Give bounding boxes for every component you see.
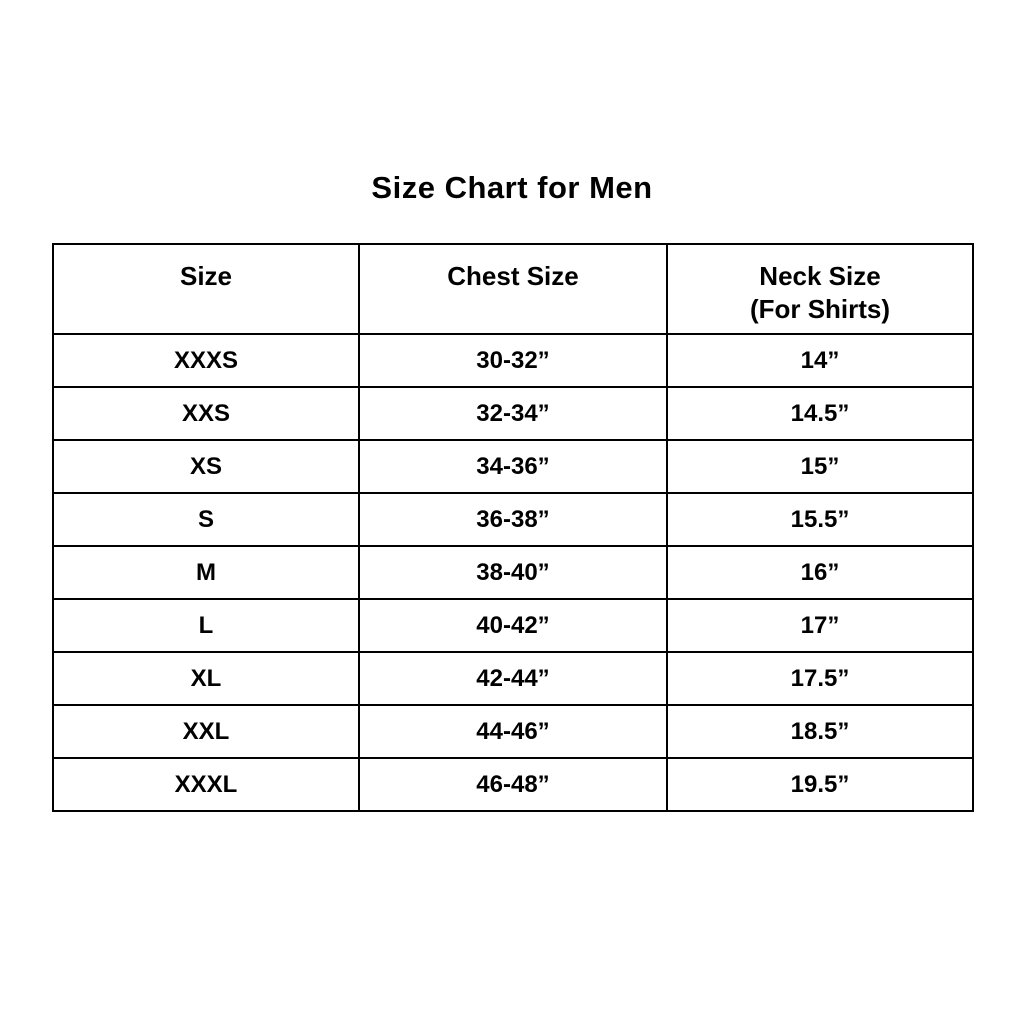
table-row	[53, 758, 973, 811]
cell-chest: 32-34”	[359, 387, 667, 440]
cell-neck: 15.5”	[667, 493, 973, 546]
table-row	[53, 387, 973, 440]
cell-size: XXXL	[53, 758, 359, 811]
cell-size: XXS	[53, 387, 359, 440]
header-neck-line1: Neck Size	[759, 261, 881, 291]
table-row	[53, 493, 973, 546]
cell-chest: 36-38”	[359, 493, 667, 546]
cell-size: XL	[53, 652, 359, 705]
cell-size: XXXS	[53, 334, 359, 387]
cell-neck: 16”	[667, 546, 973, 599]
header-neck-line2: (For Shirts)	[749, 294, 891, 324]
table-row	[53, 546, 973, 599]
cell-neck: 14”	[667, 334, 973, 387]
cell-size: S	[53, 493, 359, 546]
cell-neck: 17”	[667, 599, 973, 652]
cell-size: L	[53, 599, 359, 652]
cell-chest: 42-44”	[359, 652, 667, 705]
cell-size: XXL	[53, 705, 359, 758]
cell-chest: 46-48”	[359, 758, 667, 811]
cell-chest: 40-42”	[359, 599, 667, 652]
cell-neck: 18.5”	[667, 705, 973, 758]
cell-neck: 17.5”	[667, 652, 973, 705]
cell-chest: 38-40”	[359, 546, 667, 599]
header-cell-size: Size	[53, 244, 359, 334]
header-cell-neck	[667, 244, 973, 334]
cell-neck: 19.5”	[667, 758, 973, 811]
cell-chest: 44-46”	[359, 705, 667, 758]
cell-chest: 34-36”	[359, 440, 667, 493]
cell-neck: 15”	[667, 440, 973, 493]
table-row	[53, 652, 973, 705]
cell-chest: 30-32”	[359, 334, 667, 387]
cell-size: XS	[53, 440, 359, 493]
cell-size: M	[53, 546, 359, 599]
table-row	[53, 705, 973, 758]
page-title: Size Chart for Men	[371, 170, 653, 205]
table-row	[53, 440, 973, 493]
size-table	[52, 243, 974, 812]
cell-neck: 14.5”	[667, 387, 973, 440]
table-header-row	[53, 244, 973, 334]
table-row	[53, 334, 973, 387]
table-row	[53, 599, 973, 652]
header-cell-chest: Chest Size	[359, 244, 667, 334]
